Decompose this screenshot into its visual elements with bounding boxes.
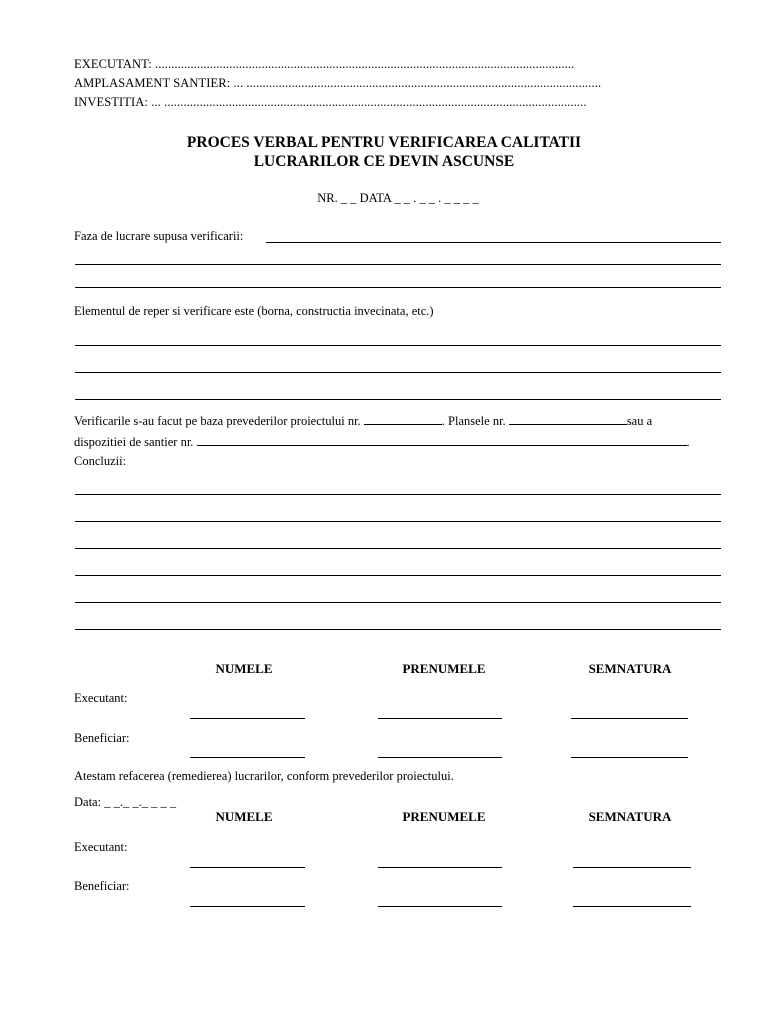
atestam-text: Atestam refacerea (remedierea) lucrarilor, conform prevederilor proiectului. (74, 769, 454, 783)
data-label: Data: _ _._ _._ _ _ _ (74, 795, 177, 809)
document-title-line1: PROCES VERBAL PENTRU VERIFICAREA CALITATII (186, 134, 582, 151)
proiect-nr-field[interactable] (364, 413, 442, 425)
table1-col-nume: NUMELE (215, 661, 273, 676)
concluzii-line-5[interactable] (75, 602, 721, 603)
header-investitia: INVESTITIA: ... ................................................................................................................................... (74, 95, 587, 109)
concluzii-line-3[interactable] (75, 548, 721, 549)
table1-beneficiar-semnatura-field[interactable] (571, 757, 688, 758)
element-label: Elementul de reper si verificare este (borna, constructia invecinata, etc.) (74, 304, 434, 318)
table1-beneficiar-prenume-field[interactable] (378, 757, 502, 758)
table2-row-beneficiar: Beneficiar: (74, 879, 130, 893)
dispozitie-nr-field[interactable] (197, 434, 687, 446)
verificari-text-1: Verificarile s-au facut pe baza prevederilor proiectului nr. (74, 414, 361, 428)
number-date-line: NR. _ _ DATA _ _ . _ _ . _ _ _ _ (317, 191, 479, 205)
table2-col-semnatura: SEMNATURA (588, 809, 672, 824)
table1-executant-prenume-field[interactable] (378, 718, 502, 719)
table2-col-prenume: PRENUMELE (402, 809, 486, 824)
verificari-line-1 (74, 413, 652, 429)
verificari-text-5: . (686, 435, 690, 449)
document-title-line2: LUCRARILOR CE DEVIN ASCUNSE (253, 153, 515, 170)
faza-label: Faza de lucrare supusa verificarii: (74, 229, 244, 243)
table1-beneficiar-nume-field[interactable] (190, 757, 305, 758)
table2-executant-prenume-field[interactable] (378, 867, 502, 868)
table2-beneficiar-nume-field[interactable] (190, 906, 305, 907)
element-input-line-1[interactable] (75, 345, 721, 346)
concluzii-label: Concluzii: (74, 454, 127, 468)
faza-input-line-2[interactable] (75, 264, 721, 265)
concluzii-line-6[interactable] (75, 629, 721, 630)
concluzii-line-1[interactable] (75, 494, 721, 495)
table2-executant-semnatura-field[interactable] (573, 867, 691, 868)
table2-row-executant: Executant: (74, 840, 128, 854)
concluzii-line-2[interactable] (75, 521, 721, 522)
verificari-text-3: sau a (626, 414, 653, 428)
table2-beneficiar-prenume-field[interactable] (378, 906, 502, 907)
element-input-line-2[interactable] (75, 372, 721, 373)
table1-col-semnatura: SEMNATURA (588, 661, 672, 676)
table1-row-executant: Executant: (74, 691, 128, 705)
faza-input-line[interactable] (266, 242, 721, 243)
element-input-line-3[interactable] (75, 399, 721, 400)
planse-nr-field[interactable] (509, 413, 627, 425)
table1-executant-semnatura-field[interactable] (571, 718, 688, 719)
header-amplasament: AMPLASAMENT SANTIER: ... .............................................................................................................. (74, 76, 602, 90)
table1-row-beneficiar: Beneficiar: (74, 731, 130, 745)
verificari-text-4: dispozitiei de santier nr. (74, 435, 194, 449)
table2-beneficiar-semnatura-field[interactable] (573, 906, 691, 907)
table1-col-prenume: PRENUMELE (402, 661, 486, 676)
table2-executant-nume-field[interactable] (190, 867, 305, 868)
table1-executant-nume-field[interactable] (190, 718, 305, 719)
concluzii-line-4[interactable] (75, 575, 721, 576)
faza-input-line-3[interactable] (75, 287, 721, 288)
table2-col-nume: NUMELE (215, 809, 273, 824)
verificari-text-2: . Plansele nr. (441, 414, 506, 428)
verificari-line-2 (74, 434, 690, 450)
header-executant: EXECUTANT: .................................................................................................................................. (74, 57, 575, 71)
